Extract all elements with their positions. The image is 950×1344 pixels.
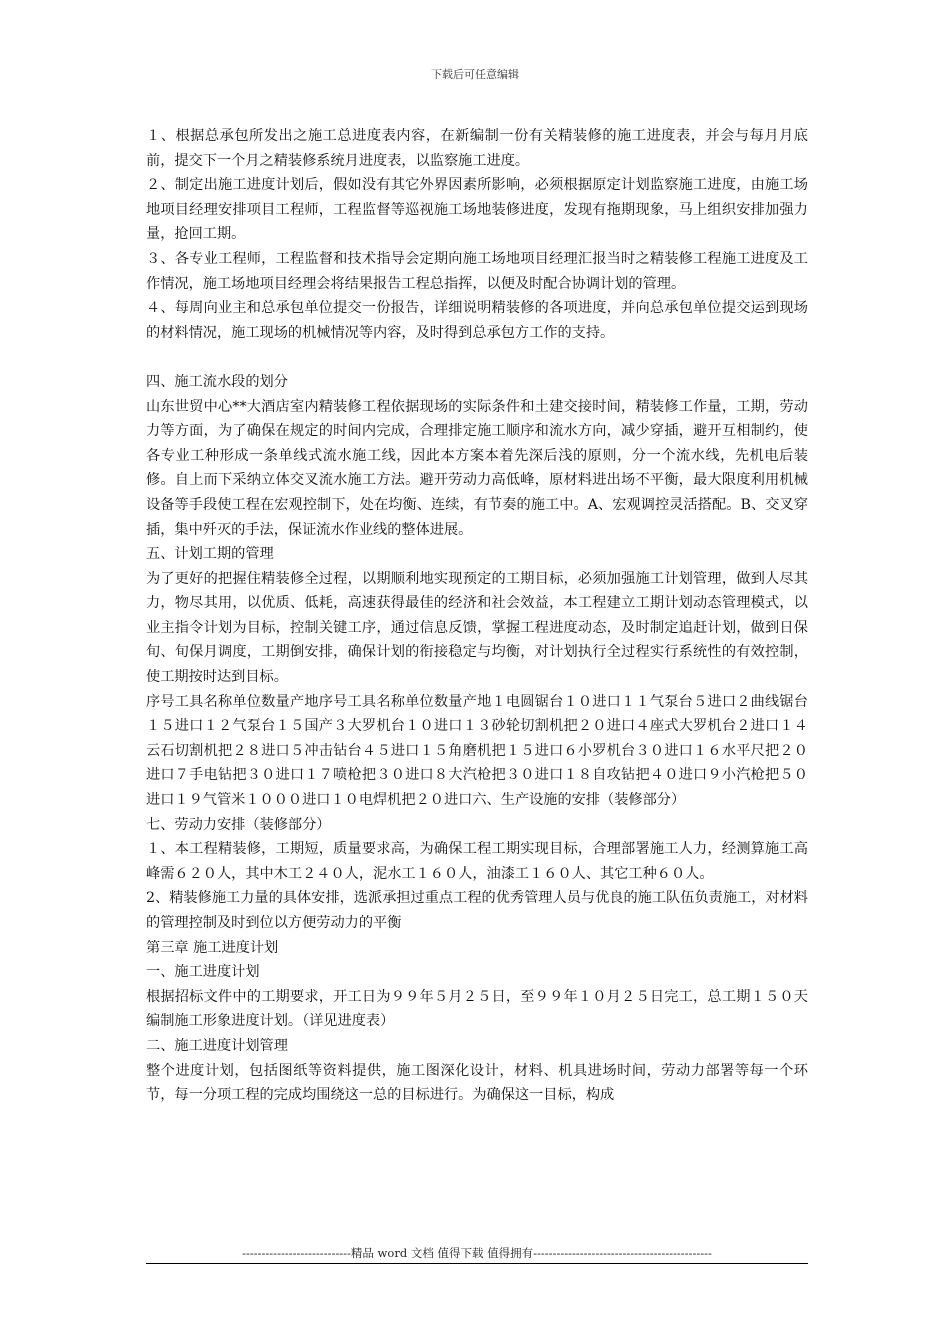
document-body	[146, 124, 808, 1108]
section-heading: 七、劳动力安排（装修部分）	[146, 816, 331, 833]
section-heading: 二、施工进度计划管理	[146, 1037, 288, 1054]
chapter-heading: 第三章 施工进度计划	[146, 939, 279, 956]
section-heading: 五、计划工期的管理	[146, 546, 274, 563]
section-heading: 四、施工流水段的划分	[146, 373, 288, 390]
paragraph: １、本工程精装修，工期短，质量要求高，为确保工程工期实现目标，合理部署施工人力，经测算施工高峰需６２０人，其中木工２４０人，泥水工１６０人，油漆工１６０人、其它工种６０人。	[146, 841, 808, 882]
paragraph: 为了更好的把握住精装修全过程，以期顺利地实现预定的工期目标，必须加强施工计划管理，做到人尽其力，物尽其用，以优质、低耗，高速获得最佳的经济和社会效益，本工程建立工期计划动态管理模式，以业主指令计划为目标，控制关键工序，通过信息反馈，掌握工程进度动态，及时制定追赶计划，做到日保旬、旬保月调度，工期倒安排，确保计划的衔接稳定与均衡，对计划执行全过程实行系统性的有效控制，使工期按时达到目标。	[146, 570, 808, 686]
section-heading: 一、施工进度计划	[146, 964, 260, 981]
page-header: 下载后可任意编辑	[431, 68, 519, 81]
paragraph: １、根据总承包所发出之施工总进度表内容，在新编制一份有关精装修的施工进度表，并会与每月月底前，提交下一个月之精装修系统月进度表，以监察施工进度。	[146, 128, 808, 169]
paragraph: 整个进度计划，包括图纸等资料提供，施工图深化设计，材料、机具进场时间，劳动力部署等每一个环节，每一分项工程的完成均围绕这一总的目标进行。为确保这一目标，构成	[146, 1062, 808, 1104]
footer-divider	[146, 1263, 808, 1264]
paragraph: 根据招标文件中的工期要求，开工日为９９年５月２５日，至９９年１０月２５日完工，总工期１５０天编制施工形象进度计划。（详见进度表）	[146, 988, 808, 1030]
paragraph: ４、每周向业主和总承包单位提交一份报告，详细说明精装修的各项进度，并向总承包单位提交运到现场的材料情况，施工现场的机械情况等内容，及时得到总承包方工作的支持。	[146, 300, 808, 341]
paragraph: 山东世贸中心**大酒店室内精装修工程依据现场的实际条件和土建交接时间，精装修工作量，工期，劳动力等方面，为了确保在规定的时间内完成，合理排定施工顺序和流水方向，减少穿插，避开互相制约，使各专业工种形成一条单线式流水施工线，因此本方案本着先深后浅的原则，分一个流水线，先机电后装修。自上而下采纳立体交叉流水施工方法。避开劳动力高低峰，原材料进出场不平衡，最大限度利用机械设备等手段使工程在宏观控制下，处在均衡、连续，有节奏的施工中。A、宏观调控灵活搭配。B、交叉穿插，集中歼灭的手法，保证流水作业线的整体进展。	[146, 398, 808, 538]
page-footer: ----------------------------精品 word 文档 值得下载 值得拥有----------------------------------------------	[242, 1246, 712, 1260]
tool-list-paragraph: 序号工具名称单位数量产地序号工具名称单位数量产地１电圆锯台１０进口１１气泵台５进口２曲线锯台１５进口１２气泵台１５国产３大罗机台１０进口１３砂轮切割机把２０进口４座式大罗机台２进口１４云石切割机把２８进口５冲击钻台４５进口１５角磨机把１５进口６小罗机台３０进口１６水平尺把２０进口７手电钻把３０进口１７喷枪把３０进口８大汽枪把３０进口１８自攻钻把４０进口９小汽枪把５０进口１９气管米１０００进口１０电焊机把２０进口六、生产设施的安排（装修部分）	[146, 693, 808, 809]
paragraph: 2、精装修施工力量的具体安排，选派承担过重点工程的优秀管理人员与优良的施工队伍负责施工，对材料的管理控制及时到位以方便劳动力的平衡	[146, 890, 808, 931]
paragraph: ２、制定出施工进度计划后，假如没有其它外界因素所影响，必须根据原定计划监察施工进度，由施工场地项目经理安排项目工程师，工程监督等巡视施工场地装修进度，发现有拖期现象，马上组织安排加强力量，抢回工期。	[146, 177, 808, 243]
paragraph: ３、各专业工程师，工程监督和技术指导会定期向施工场地项目经理汇报当时之精装修工程施工进度及工作情况，施工场地项目经理会将结果报告工程总指挥，以便及时配合协调计划的管理。	[146, 250, 808, 292]
blank-line	[146, 345, 808, 370]
